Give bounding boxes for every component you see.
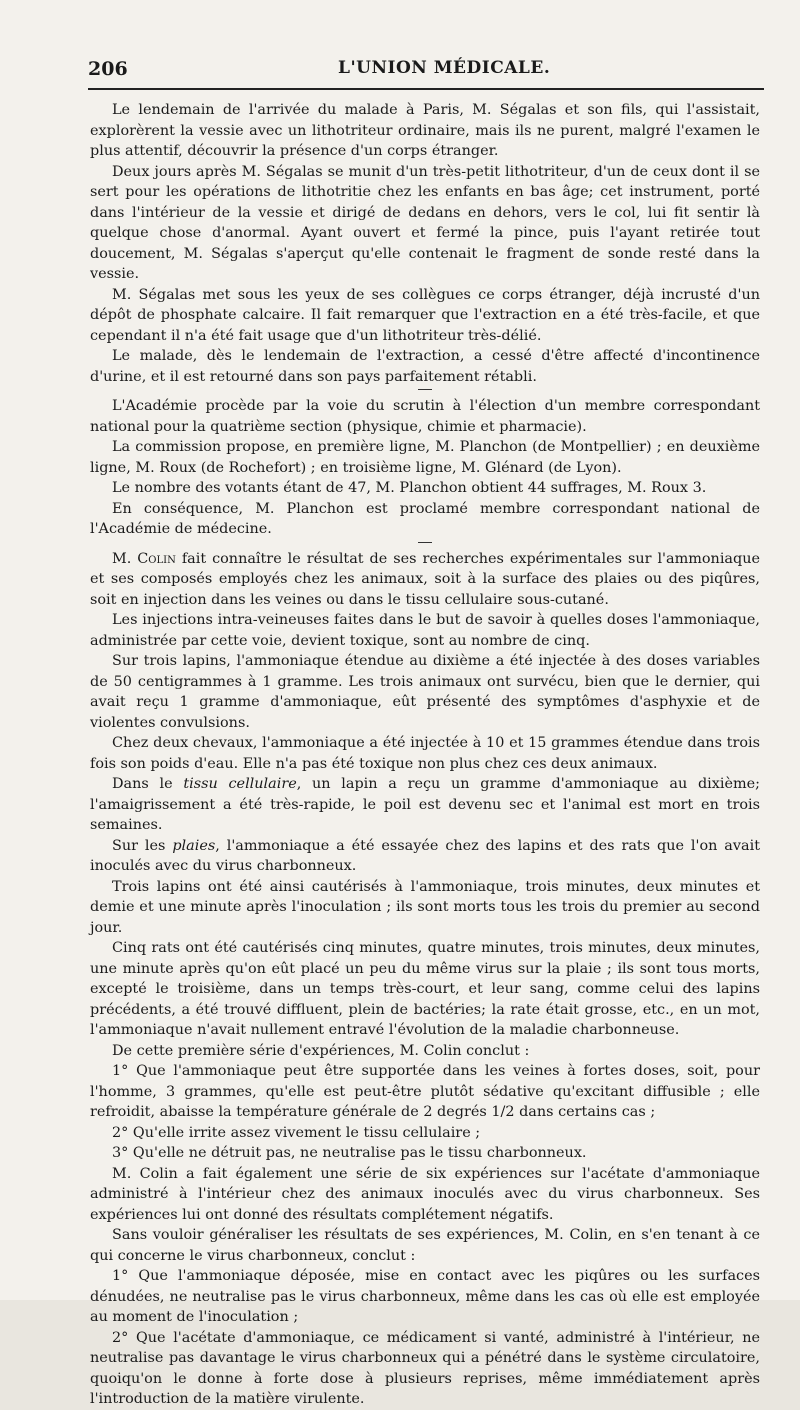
page-number: 206 [88,58,128,80]
page-header [88,58,760,86]
paragraph: M. Ségalas met sous les yeux de ses collègues ce corps étranger, déjà incrusté d'un dépôt de phosphate calcaire. Il fait remarquer que l'extraction en a été très-facile, et que cependant il n'a été fait usage que d'un lithotriteur très-délié. [90,286,760,344]
speaker-name: M. Colin [112,550,176,567]
paragraph: Sans vouloir généraliser les résultats de ses expériences, M. Colin, en s'en tenant à ce qui concerne le virus charbonneux, conclut : [90,1227,760,1264]
italic-term: plaies [172,837,216,854]
italic-term: tissu cellulaire [183,776,297,792]
running-head: L'UNION MÉDICALE. [338,58,551,78]
paragraph: Chez deux chevaux, l'ammoniaque a été injectée à 10 et 15 grammes étendue dans trois fois son poids d'eau. Elle n'a pas été toxique non plus chez ces deux animaux. [90,735,760,772]
paragraph: Cinq rats ont été cautérisés cinq minutes, quatre minutes, trois minutes, deux minutes, une minute après qu'on eût placé un peu du même virus sur la plaie ; ils sont tous morts, excepté le troisième, dans un temps très-court, et leur sang, comme celui des lapins précédents, a été trouvé diffluent, plein de bactéries; la rate était grosse, etc., en un mot, l'ammoniaque n'avait nullement entravé l'évolution de la maladie charbonneuse. [90,940,760,1038]
paragraph [90,836,760,877]
paragraph-text: , un lapin a reçu un gramme d'ammoniaque au dixième; l'amaigrissement a été très-rapide, le poil est devenu sec et l'animal est mort en trois semaines. [90,776,761,833]
paragraph: L'Académie procède par la voie du scrutin à l'élection d'un membre correspondant national pour la quatrième section (physique, chimie et pharmacie). [90,398,760,435]
paragraph: M. Colin a fait également une série de six expériences sur l'acétate d'ammoniaque administré à l'intérieur chez des animaux inoculés avec du virus charbonneux. Ses expériences lui ont donné des résultats complétement négatifs. [90,1165,760,1223]
paragraph: Trois lapins ont été ainsi cautérisés à l'ammoniaque, trois minutes, deux minutes et demie et une minute après l'inoculation ; ils sont morts tous les trois du premier au second jour. [90,878,760,936]
paragraph: Sur trois lapins, l'ammoniaque étendue au dixième a été injectée à des doses variables de 50 centigrammes à 1 gramme. Les trois animaux ont survécu, bien que le dernier, qui avait reçu 1 gramme d'ammoniaque, eût présenté des symptômes d'asphyxie et de violentes convulsions. [90,653,760,731]
paragraph: Deux jours après M. Ségalas se munit d'un très-petit lithotriteur, d'un de ceux dont il se sert pour les opérations de lithotritie chez les enfants en bas âge; cet instrument, porté dans l'intérieur de la vessie et dirigé de dedans en dehors, vers le col, lui fit sentir là quelque chose d'anormal. Ayant ouvert et fermé la pince, puis l'ayant retirée tout doucement, M. Ségalas s'aperçut qu'elle contenait le fragment de sonde resté dans la vessie. [90,163,760,282]
paragraph: 2° Qu'elle irrite assez vivement le tissu cellulaire ; [112,1124,481,1141]
paragraph-text: fait connaître le résultat de ses recherches expérimentales sur l'ammoniaque et ses composés employés chez les animaux, soit à la surface des plaies ou des piqûres, soit en injection dans les veines ou dans le tissu cellulaire sous-cutané. [90,550,760,608]
paragraph: 1° Que l'ammoniaque peut être supportée dans les veines à fortes doses, soit, pour l'homme, 3 grammes, qu'elle est peut-être plutôt sédative qu'excitant diffusible ; elle refroidit, abaisse la température générale de 2 degrés 1/2 dans certains cas ; [90,1063,760,1120]
paragraph [90,549,760,611]
paragraph: Les injections intra-veineuses faites dans le but de savoir à quelles doses l'ammoniaque, administrée par cette voie, devient toxique, sont au nombre de cinq. [90,612,760,649]
article-body [90,100,760,1410]
paragraph: Le malade, dès le lendemain de l'extraction, a cessé d'être affecté d'incontinence d'urine, et il est retourné dans son pays parfaitement rétabli. [90,348,760,385]
paragraph [90,774,760,836]
paragraph: 1° Que l'ammoniaque déposée, mise en contact avec les piqûres ou les surfaces dénudées, ne neutralise pas le virus charbonneux, même dans les cas où elle est employée au moment de l'inoculation ; [90,1268,760,1325]
paragraph: La commission propose, en première ligne, M. Planchon (de Montpellier) ; en deuxième ligne, M. Roux (de Rochefort) ; en troisième ligne, M. Glénard (de Lyon). [90,439,760,476]
section-separator [418,389,432,390]
paragraph: Le lendemain de l'arrivée du malade à Paris, M. Ségalas et son fils, qui l'assistait, explorèrent la vessie avec un lithotriteur ordinaire, mais ils ne purent, malgré l'examen le plus attentif, découvrir la présence d'un corps étranger. [90,102,760,159]
paragraph: Le nombre des votants étant de 47, M. Planchon obtient 44 suffrages, M. Roux 3. [112,480,707,496]
paragraph: De cette première série d'expériences, M. Colin conclut : [112,1042,530,1059]
section-separator [418,542,432,543]
paragraph-text: Dans le [112,776,184,792]
paragraph: 2° Que l'acétate d'ammoniaque, ce médicament si vanté, administré à l'intérieur, ne neutralise pas davantage le virus charbonneux qui a pénétré dans le système circulatoire, quoiqu'on le donne à forte dose à plusieurs reprises, même immédiatement après l'introduction de la matière virulente. [90,1329,760,1407]
paragraph: En conséquence, M. Planchon est proclamé membre correspondant national de l'Académie de médecine. [90,500,760,537]
paragraph-text: Sur les [112,837,173,854]
paragraph-text: , l'ammoniaque a été essayée chez des lapins et des rats que l'on avait inoculés avec du virus charbonneux. [90,837,760,874]
header-rule [88,88,764,90]
paragraph: 3° Qu'elle ne détruit pas, ne neutralise pas le tissu charbonneux. [112,1145,587,1161]
